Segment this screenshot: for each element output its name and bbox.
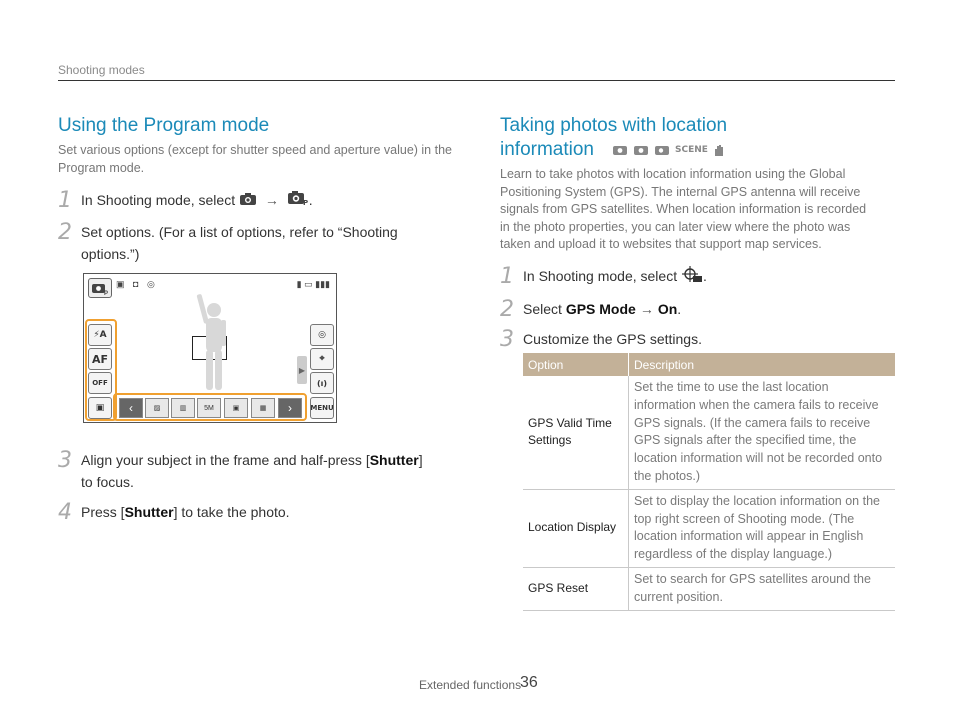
step-text-part: Align your subject in the frame and half-press [ [81,452,370,468]
left-section-title: Using the Program mode [58,115,270,136]
svg-text:P: P [104,291,109,297]
intro-line: Learn to take photos with location information using the Global [500,167,846,181]
battery-icon: ▮ ▭ ▮▮▮ [296,279,330,289]
option-description: Set to display the location information on the top right screen of Shooting mode. (The location information will appear in English regardless of the display language.) [629,489,896,567]
intro-line: Positioning System (GPS). The internal GPS antenna will receive [500,184,861,199]
step-text-part: Press [ [81,504,125,520]
shutter-label: Shutter [369,452,419,468]
quality-button[interactable]: ▣ [224,398,248,418]
option-name: GPS Valid Time Settings [523,376,629,489]
scene-icon: SCENE [675,145,708,155]
status-icons: ▣ ◘ ◎ [116,279,158,289]
smart-auto-icon [612,144,628,156]
option-description: Set to search for GPS satellites around the current position. [629,567,896,610]
intro-line: taken and upload it to websites that support map services. [500,237,822,251]
program-mode-icon [287,190,309,212]
option-name: GPS Reset [523,567,629,610]
section-header: Shooting modes [58,63,145,77]
svg-text:P: P [302,199,308,207]
step-text-line: Set options. (For a list of options, refer to “Shooting [81,224,398,240]
step-text-line: to focus. [81,474,134,490]
mode-indicator [88,278,112,298]
antenna-button[interactable]: (ı) [310,372,334,394]
mode-icons-group [612,138,725,162]
panel-toggle[interactable]: ▶ [297,356,307,384]
intro-line: in the photo properties, you can later view where the photo was [500,219,851,234]
metering-button[interactable]: ▦ [251,398,275,418]
camera-icon [633,144,649,156]
step-text-part: In Shooting mode, select [81,192,236,208]
table-row [523,567,895,610]
step-text-part: . [703,268,707,284]
gps-options-table [523,353,895,611]
autofocus-button[interactable]: AF [88,348,112,370]
step-number: 2 [500,297,514,322]
step-text-part: Select [523,301,562,317]
column-header: Option [523,353,629,376]
subject-silhouette [192,288,232,394]
intro-line: signals from GPS satellites. When location information is recorded [500,202,867,216]
left-intro: Set various options (except for shutter speed and aperture value) in the Program mode. [58,143,452,175]
step-text [523,265,707,289]
step-number: 3 [58,448,72,473]
step-number: 2 [58,220,72,245]
table-row [523,376,895,489]
step-number: 1 [58,188,72,213]
next-button[interactable]: › [278,398,302,418]
step-text-part: . [308,192,313,208]
camera-screen-illustration [83,273,337,423]
program-icon [654,144,670,156]
dual-is-icon [713,144,725,157]
right-intro [500,166,900,254]
step-text [81,449,446,493]
step-number: 1 [500,264,514,289]
gps-mode-label: GPS Mode [565,301,636,317]
option-name: Location Display [523,489,629,567]
step-number: 3 [500,327,514,352]
flash-button[interactable]: ⚡A [88,324,112,346]
step-text-part: . [677,301,682,317]
iso-button[interactable]: ▥ [171,398,195,418]
step-text-part: ] to take the photo. [173,504,290,520]
step-text: Customize the GPS settings. [523,331,702,347]
camera-icon [239,190,257,212]
title-line: Taking photos with location [500,115,728,136]
step-text [81,221,441,265]
header-divider [58,80,895,81]
step-text-part: ] [418,452,423,468]
arrow-icon: → [639,301,654,317]
resolution-button[interactable]: 5M [197,398,221,418]
gps-icon [681,265,703,289]
footer-section-label: Extended functions [419,678,522,692]
timer-button[interactable]: OFF [88,372,112,394]
step-number: 4 [58,500,72,525]
step-text [523,298,681,320]
arrow-icon: → [264,192,279,208]
table-header-row [523,353,895,376]
step-text [81,501,290,523]
on-label: On [657,301,678,317]
effects-button[interactable]: ◎ [310,324,334,346]
step-text [81,189,313,212]
column-header: Description [629,353,896,376]
page-number: 36 [520,674,538,691]
shutter-label: Shutter [124,504,174,520]
option-description: Set the time to use the last location information when the camera fails to receive GPS signals. (If the camera fails to receive GPS signals after the specified time, the location information will not be recorded onto the photos.) [629,376,896,489]
display-button[interactable]: ▣ [88,397,112,419]
table-row [523,489,895,567]
menu-button[interactable]: MENU [310,397,334,419]
step-text-part: In Shooting mode, select [523,268,678,284]
right-section-title [500,114,727,162]
step-text-line: options.”) [81,246,140,262]
prev-button[interactable]: ‹ [119,398,143,418]
title-line: information [500,139,594,160]
exposure-button[interactable]: ▨ [145,398,169,418]
gps-button[interactable]: ⌖ [310,348,334,370]
